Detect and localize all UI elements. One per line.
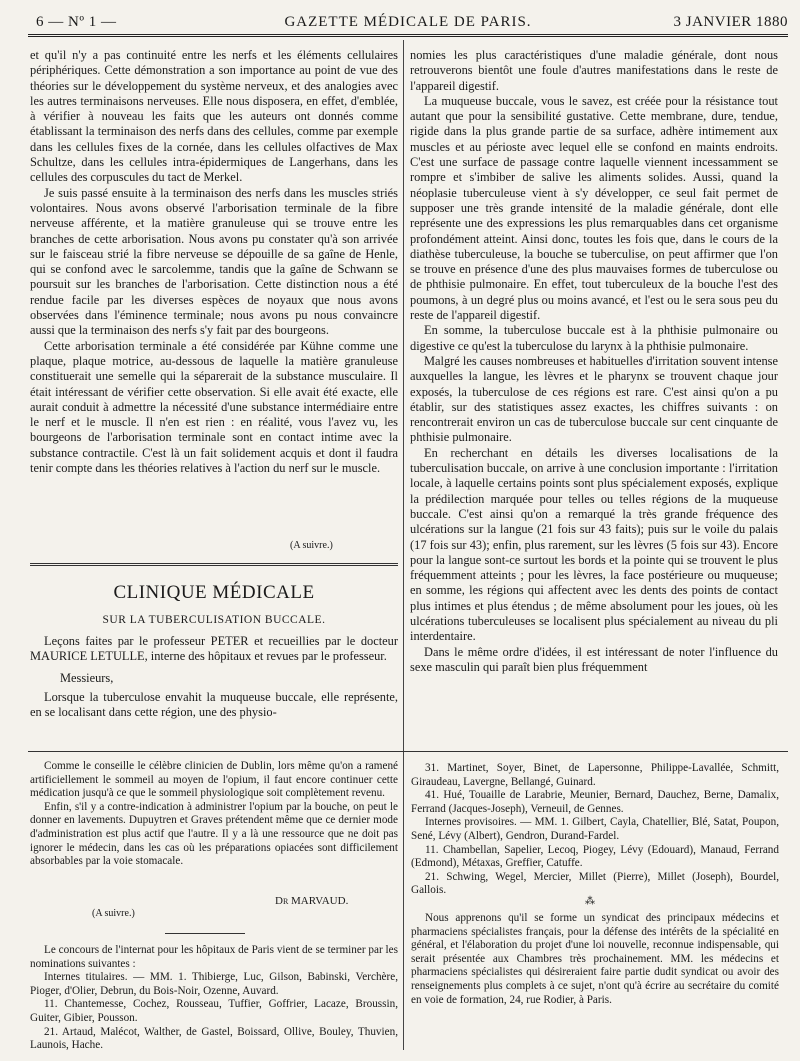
salutation: Messieurs, <box>60 670 114 685</box>
syndicat-notice <box>411 912 779 1007</box>
paragraph: Nous apprenons qu'il se forme un syndicat des principaux médecins et pharmaciens spécialistes français, pour la défense des intérêts de la spécialité en général, et l'élaboration du projet d'une loi nouvelle, reconnue indispensable, qui serait présentée aux Chambres très prochainement. MM. les médecins et pharmaciens spécialistes qui désireraient faire partie dudit syndicat ou avoir des renseignements plus complets à ce sujet, n'ont qu'à écrire au secrétaire du comité en voie de formation, 24, rue Rodier, à Paris. <box>411 912 779 1006</box>
short-rule <box>165 933 245 934</box>
paragraph: En recherchant en détails les diverses localisations de la tuberculisation buccale, on arrive à une conclusion importante : l'irritation locale, à laquelle certains points sont plus spécialement exposés, explique la prédilection marquée pour telles ou telles régions de la muqueuse buccale. C'est ainsi qu'on a remarqué la très grande fréquence des ulcérations sur la langue (21 fois sur 43 faits); puis sur le voile du palais (17 fois sur 43); enfin, plus rarement, sur les lèvres (5 fois sur 43). Encore pour la langue sont-ce surtout les bords et la pointe qui se trouvent le plus fréquemment atteints ; pour les lèvres, la face postérieure ou muqueuse; en somme, les régions qui affectent avec les dents des points de contact plus intimes et plus étendus ; de même absolument pour les joues, où les ulcérations tuberculeuses se localisent plus spécialement au niveau du pli interdentaire. <box>410 445 778 644</box>
right-column <box>410 48 778 748</box>
paragraph: Je suis passé ensuite à la terminaison des nerfs dans les muscles striés volontaires. Nous avons observé l'arborisation terminale de la fibre nerveuse afférente, et la matière granuleuse qui se trouve entre les branches de cette arborisation. Nous avons pu constater qu'à son arrivée sur le faisceau strié la fibre nerveuse se dépouille de sa gaîne de Henle, qui se confond avec le sarcolemme, tandis que la gaîne de Schwann se poursuit sur les branches de l'arborisation. Cette distinction nous a été rendue facile par les diverses espèces de noyaux que nous avons observées dans l'éminence terminale; nous avons pu nous convaincre aussi que la terminaison des nerfs s'y fait par des bourgeons. <box>30 185 398 338</box>
section-title: CLINIQUE MÉDICALE <box>113 582 315 603</box>
asterism: ⁂ <box>585 896 596 907</box>
paragraph: En somme, la tuberculose buccale est à la phthisie pulmonaire ou digestive ce qu'est la tuberculose du larynx à la phthisie pulmonaire. <box>410 323 778 353</box>
opening: Lorsque la tuberculose envahit la muqueuse buccale, elle représente, en se localisant dans cette région, une des physio- <box>30 689 398 720</box>
signature: Dr MARVAUD. <box>275 895 349 907</box>
page-header <box>28 10 788 32</box>
intro: Leçons faites par le professeur PETER et recueillies par le docteur MAURICE LETULLE, interne des hôpitaux et revues par le professeur. <box>30 634 398 664</box>
paragraph: 41. Hué, Touaille de Larabrie, Meunier, Bernard, Dauchez, Berne, Damalix, Ferrand (Jacques-Joseph), Verneuil, de Gennes. <box>411 789 779 815</box>
header-rule <box>28 34 788 37</box>
paragraph: Comme le conseille le célèbre clinicien de Dublin, lors même qu'on a ramené artificiellement le sommeil au moyen de l'opium, il faut encore continuer cette médication jusqu'à ce que le sommeil physiologique soit complètement revenu. <box>30 760 398 800</box>
feuilleton-rule <box>28 751 788 752</box>
paragraph: et qu'il n'y a pas continuité entre les nerfs et les éléments cellulaires périphériques. Cette démonstration a son importance au point de vue des théories sur le développement du système nerveux, et des analogies avec les autres terminaisons nerveuses. Elle nous disposera, en effet, d'emblée, à vérifier à nouveau les faits que les auteurs ont donnés comme établissant la terminaison des nerfs dans des cellules, comme par exemple dans les cellules fixes de la cornée, dans les cellules olfactives de Max Schultze, dans les cellules intra-épidermiques de Langerhans, dans les cellules des corpuscules du tact de Merkel. <box>30 48 398 185</box>
paragraph: Malgré les causes nombreuses et habituelles d'irritation souvent intense auxquelles la langue, les lèvres et le pharynx se trouvent chaque jour exposés, la tuberculose de ces régions est rare. C'est ainsi qu'on a pu établir, sur des statistiques assez exactes, les chiffres suivants : on rencontrerait environ un cas de tuberculose buccale sur cent cinquante de phthisie pulmonaire. <box>410 353 778 445</box>
clinique-body <box>30 634 398 720</box>
continued-note: (A suivre.) <box>290 540 333 551</box>
paragraph: Internes titulaires. — MM. 1. Thibierge, Luc, Gilson, Babinski, Verchère, Pioger, d'Olier, Debrun, du Bois-Noir, Ozenne, Auvard. <box>30 971 398 997</box>
feuilleton-left <box>30 760 398 869</box>
paragraph: Internes provisoires. — MM. 1. Gilbert, Cayla, Chatellier, Blé, Satat, Poupon, Sené, Lévy (Albert), Gendron, Durand-Fardel. <box>411 816 779 842</box>
paragraph: nomies les plus caractéristiques d'une maladie générale, dont nous retrouverons bientôt une foule d'autres manifestations dans le reste de l'appareil digestif. <box>410 48 778 93</box>
paragraph: 31. Martinet, Soyer, Binet, de Lapersonne, Philippe-Lavallée, Schmitt, Giraudeau, Lavergne, Bellangé, Guinard. <box>411 762 779 788</box>
continued-note: (A suivre.) <box>92 908 135 919</box>
section-rule <box>30 563 398 566</box>
paragraph: 11. Chambellan, Sapelier, Lecoq, Piogey, Lévy (Edouard), Manaud, Ferrand (Edmond), Métaxas, Greffier, Catuffe. <box>411 843 779 870</box>
left-column <box>30 48 398 543</box>
paragraph: Dans le même ordre d'idées, il est intéressant de noter l'influence du sexe masculin qui paraît bien plus fréquemment <box>410 644 778 674</box>
paragraph: 21. Schwing, Wegel, Mercier, Millet (Pierre), Millet (Joseph), Bourdel, Gallois. <box>411 870 779 897</box>
paragraph: Enfin, s'il y a contre-indication à administrer l'opium par la bouche, on peut le donner en lavements. Dupuytren et Graves prétendent même que ce dernier mode d'administration est plus actif que l'autre. Il y a là une ressource que ne doit pas ignorer le médecin, dans les cas où les préparations opiacées sont difficilement absorbables par la voie stomacale. <box>30 800 398 868</box>
internat-list-left <box>30 944 398 1053</box>
paragraph: Le concours de l'internat pour les hôpitaux de Paris vient de se terminer par les nominations suivantes : <box>30 944 398 970</box>
section-subtitle: SUR LA TUBERCULISATION BUCCALE. <box>102 614 326 626</box>
page-number: 6 — Nº 1 — <box>36 14 117 30</box>
paragraph: 21. Artaud, Malécot, Walther, de Gastel, Boissard, Ollive, Bouley, Thuvien, Launois, Hache. <box>30 1025 398 1052</box>
issue-date: 3 JANVIER 1880 <box>673 14 788 30</box>
internat-list-right <box>411 762 779 898</box>
paragraph: Cette arborisation terminale a été considérée par Kühne comme une plaque, plaque motrice, au-dessous de laquelle la matière granuleuse constituerait une semelle qui la séparerait de la substance musculaire. Il était intéressant de vérifier cette observation. Si elle avait été exacte, elle aurait conduit à admettre la nécessité d'une substance intermédiaire entre le nerf et le muscle. Il n'en est rien : en réalité, vous l'avez vu, les bourgeons de l'arborisation terminale sont en contact intime avec la substance contractile. C'est là un fait solidement acquis et dont il faudra tenir compte dans les théories relatives à l'action du nerf sur le muscle. <box>30 338 398 476</box>
paragraph: 11. Chantemesse, Cochez, Rousseau, Tuffier, Goffrier, Lacaze, Broussin, Guiter, Gibier, Pousson. <box>30 998 398 1024</box>
column-divider <box>403 40 404 1050</box>
paragraph: La muqueuse buccale, vous le savez, est créée pour la résistance tout autant que pour la sensibilité gustative. Cette membrane, dure, tendue, rigide dans la plus grande partie de sa surface, adhère intimement aux muscles et au périoste avec lequel elle se confond en maints endroits. C'est une surface de passage contre laquelle viennent incessamment se rompre et s'imbiber de salive les aliments solides. Aussi, quand la néoplasie tuberculeuse vient à s'y développer, ce seul fait permet de supposer une très grande intensité de la maladie générale, dont elle représente une des expressions les plus remarquables dans cet organisme profondément atteint. Ainsi donc, toutes les fois que, dans le cours de la diathèse tuberculeuse, la bouche se tuberculise, on peut affirmer que l'on se trouve en présence d'une des plus mauvaises formes de tuberculose ou de phthisie pulmonaire. En effet, tout tuberculeux de la bouche l'est des poumons, à un degré plus ou moins avancé, et l'est ou le sera sous peu du reste de l'appareil digestif. <box>410 93 778 323</box>
journal-title: GAZETTE MÉDICALE DE PARIS. <box>284 14 532 30</box>
